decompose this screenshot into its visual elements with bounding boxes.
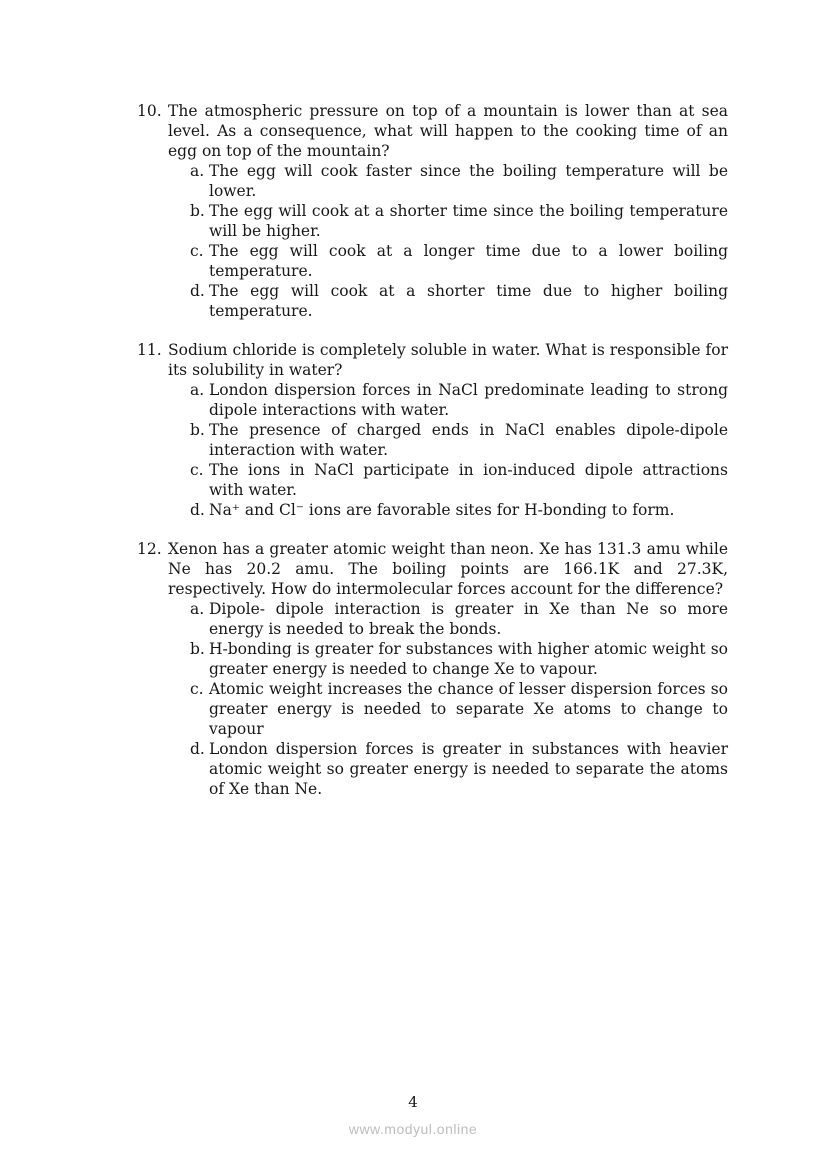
- question-10: [137, 101, 728, 321]
- choice-label: a.: [190, 600, 205, 618]
- question-text: The atmospheric pressure on top of a mountain is lower than at sea level. As a consequence, what will happen to the cooking time of an egg on top of the mountain?: [168, 102, 728, 160]
- choice-a: [190, 380, 728, 420]
- question-11: [137, 340, 728, 520]
- choice-label: d.: [190, 740, 205, 758]
- choice-text: The egg will cook at a shorter time due to higher boiling temperature.: [209, 282, 728, 320]
- choice-b: [190, 201, 728, 241]
- choice-label: b.: [190, 421, 205, 439]
- choice-list: [190, 380, 728, 520]
- choice-b: [190, 420, 728, 460]
- choice-a: [190, 161, 728, 201]
- choice-text: H-bonding is greater for substances with higher atomic weight so greater energy is needed to change Xe to vapour.: [209, 640, 728, 678]
- choice-b: [190, 639, 728, 679]
- choice-text: London dispersion forces is greater in substances with heavier atomic weight so greater energy is needed to separate the atoms of Xe than Ne.: [209, 740, 728, 798]
- question-text: Sodium chloride is completely soluble in water. What is responsible for its solubility in water?: [168, 341, 728, 379]
- choice-c: [190, 679, 728, 739]
- choice-text: The presence of charged ends in NaCl enables dipole-dipole interaction with water.: [209, 421, 728, 459]
- choice-label: c.: [190, 680, 204, 698]
- choice-label: c.: [190, 461, 204, 479]
- page-number: 4: [408, 1093, 418, 1111]
- choice-label: a.: [190, 381, 205, 399]
- choice-text: The ions in NaCl participate in ion-induced dipole attractions with water.: [209, 461, 728, 499]
- questions-section: [137, 101, 728, 818]
- question-12: [137, 539, 728, 799]
- question-number: 12.: [137, 540, 162, 558]
- choice-c: [190, 460, 728, 500]
- choice-d: [190, 739, 728, 799]
- choice-label: a.: [190, 162, 205, 180]
- choice-text: Na⁺ and Cl⁻ ions are favorable sites for H-bonding to form.: [209, 501, 675, 519]
- choice-text: The egg will cook at a shorter time since the boiling temperature will be higher.: [209, 202, 728, 240]
- choice-text: Dipole- dipole interaction is greater in Xe than Ne so more energy is needed to break the bonds.: [209, 600, 728, 638]
- choice-c: [190, 241, 728, 281]
- choice-text: London dispersion forces in NaCl predominate leading to strong dipole interactions with water.: [209, 381, 728, 419]
- choice-d: [190, 281, 728, 321]
- choice-list: [190, 599, 728, 799]
- choice-label: b.: [190, 202, 205, 220]
- choice-text: The egg will cook faster since the boiling temperature will be lower.: [209, 162, 728, 200]
- choice-label: d.: [190, 282, 205, 300]
- choice-a: [190, 599, 728, 639]
- choice-text: Atomic weight increases the chance of lesser dispersion forces so greater energy is needed to separate Xe atoms to change to vapour: [209, 680, 728, 738]
- question-number: 10.: [137, 102, 162, 120]
- choice-d: [190, 500, 728, 520]
- choice-label: c.: [190, 242, 204, 260]
- question-text: Xenon has a greater atomic weight than neon. Xe has 131.3 amu while Ne has 20.2 amu. The boiling points are 166.1K and 27.3K, respectively. How do intermolecular forces account for the difference?: [168, 540, 728, 598]
- choice-list: [190, 161, 728, 321]
- choice-label: d.: [190, 501, 205, 519]
- question-number: 11.: [137, 341, 162, 359]
- choice-text: The egg will cook at a longer time due to a lower boiling temperature.: [209, 242, 728, 280]
- watermark-text: www.modyul.online: [348, 1121, 478, 1137]
- choice-label: b.: [190, 640, 205, 658]
